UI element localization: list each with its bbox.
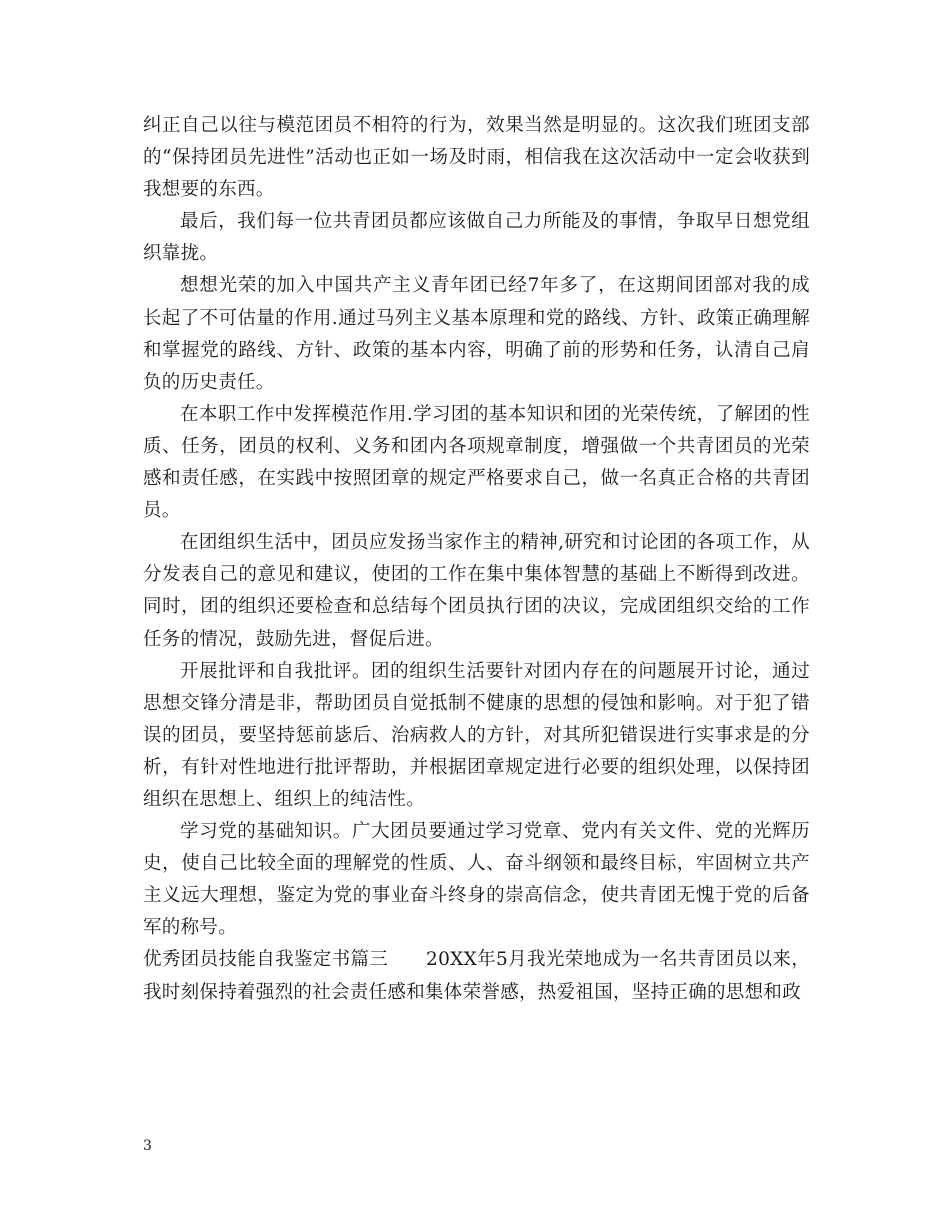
paragraph-7: 学习党的基础知识。广大团员要通过学习党章、党内有关文件、党的光辉历史，使自己比较全面的理解党的性质、人、奋斗纲领和最终目标，牢固树立共产主义远大理想，鉴定为党的事业奋斗终身的崇高信念，使共青团无愧于党的后备军的称号。 [143,821,810,939]
paragraph-4: 在本职工作中发挥模范作用.学习团的基本知识和团的光荣传统，了解团的性质、任务，团员的权利、义务和团内各项规章制度，增强做一个共青团员的光荣感和责任感，在实践中按照团章的规定严格要求自己，做一名真正合格的共青团员。 [143,403,810,522]
paragraph-1: 纠正自己以往与模范团员不相符的行为，效果当然是明显的。这次我们班团支部的“保持团员先进性”活动也正如一场及时雨，相信我在这次活动中一定会收获到我想要的东西。 [143,115,810,201]
page-number: 3 [143,1138,152,1154]
document-body [143,110,810,1009]
paragraph-3: 想想光荣的加入中国共产主义青年团已经7年多了，在这期间团部对我的成长起了不可估量的作用.通过马列主义基本原理和党的路线、方针、政策正确理解和掌握党的路线、方针、政策的基本内容，明确了前的形势和任务，认清自己肩负的历史责任。 [143,275,810,393]
paragraph-5: 在团组织生活中，团员应发扬当家作主的精神,研究和讨论团的各项工作，从分发表自己的意见和建议，使团的工作在集中集体智慧的基础上不断得到改进。同时，团的组织还要检查和总结每个团员执行团的决议，完成团组织交给的工作任务的情况，鼓励先进，督促后进。 [143,532,810,650]
paragraph-8: 优秀团员技能自我鉴定书篇三 20XX年5月我光荣地成为一名共青团员以来，我时刻保持着强烈的社会责任感和集体荣誉感，热爱祖国，坚持正确的思想和政 [143,949,810,1003]
paragraph-6: 开展批评和自我批评。团的组织生活要针对团内存在的问题展开讨论，通过思想交锋分清是非，帮助团员自觉抵制不健康的思想的侵蚀和影响。对于犯了错误的团员，要坚持惩前毖后、治病救人的方针，对其所犯错误进行实事求是的分析，有针对性地进行批评帮助，并根据团章规定进行必要的组织处理，以保持团组织在思想上、组织上的纯洁性。 [143,660,810,810]
paragraph-2: 最后，我们每一位共青团员都应该做自己力所能及的事情，争取早日想党组织靠拢。 [143,211,810,265]
